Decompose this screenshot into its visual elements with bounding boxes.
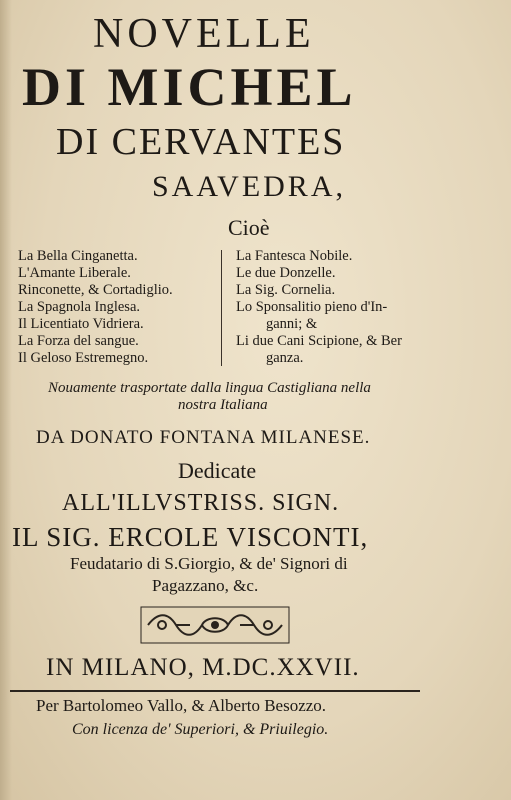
title-line-di-cervantes: DI CERVANTES [56,121,346,163]
contents-item: La Fantesca Nobile. [236,248,353,264]
contents-item: La Bella Cinganetta. [18,248,138,264]
column-divider [221,250,222,366]
contents-item: Le due Donzelle. [236,265,336,281]
contents-item: La Spagnola Inglesa. [18,299,141,315]
dedicate-heading: Dedicate [178,458,257,483]
dedication-line4: Pagazzano, &c. [152,576,259,595]
translation-note-line2: nostra Italiana [178,397,268,413]
contents-item: L'Amante Liberale. [18,265,131,281]
imprint-license: Con licenza de' Superiori, & Priuilegio. [72,721,329,738]
imprint-printer: Per Bartolomeo Vallo, & Alberto Besozzo. [36,696,327,715]
imprint-rule [10,690,420,692]
imprint-city-date: IN MILANO, M.DC.XXVII. [46,654,360,681]
dedication-line1: ALL'ILLVSTRISS. SIGN. [62,490,340,516]
contents-left-column [18,248,173,367]
contents-right-column [236,248,402,367]
contents-item: ganza. [266,350,304,366]
contents-item: Il Geloso Estremegno. [18,350,149,366]
contents-item: Il Licentiato Vidriera. [18,316,144,332]
translator-line: DA DONATO FONTANA MILANESE. [36,427,371,448]
contents-item: Li due Cani Scipione, & Ber [236,333,402,349]
dedication-line2: IL SIG. ERCOLE VISCONTI, [12,522,369,552]
page-edge-shadow [0,0,12,800]
dedication-line3: Feudatario di S.Giorgio, & de' Signori di [70,554,348,573]
cioe-heading: Cioè [228,215,270,240]
contents-item: Lo Sponsalitio pieno d'In- [236,299,388,315]
printer-ornament-icon [140,606,290,644]
title-line-novelle: NOVELLE [93,11,315,57]
contents-item: ganni; & [266,316,318,332]
title-line-di-michel: DI MICHEL [22,57,357,117]
contents-item: La Sig. Cornelia. [236,282,336,298]
translation-note-line1: Nouamente trasportate dalla lingua Castigliana nella [48,380,371,396]
contents-item: Rinconette, & Cortadiglio. [18,282,173,298]
title-line-saavedra: SAAVEDRA, [152,170,346,203]
contents-item: La Forza del sangue. [18,333,139,349]
